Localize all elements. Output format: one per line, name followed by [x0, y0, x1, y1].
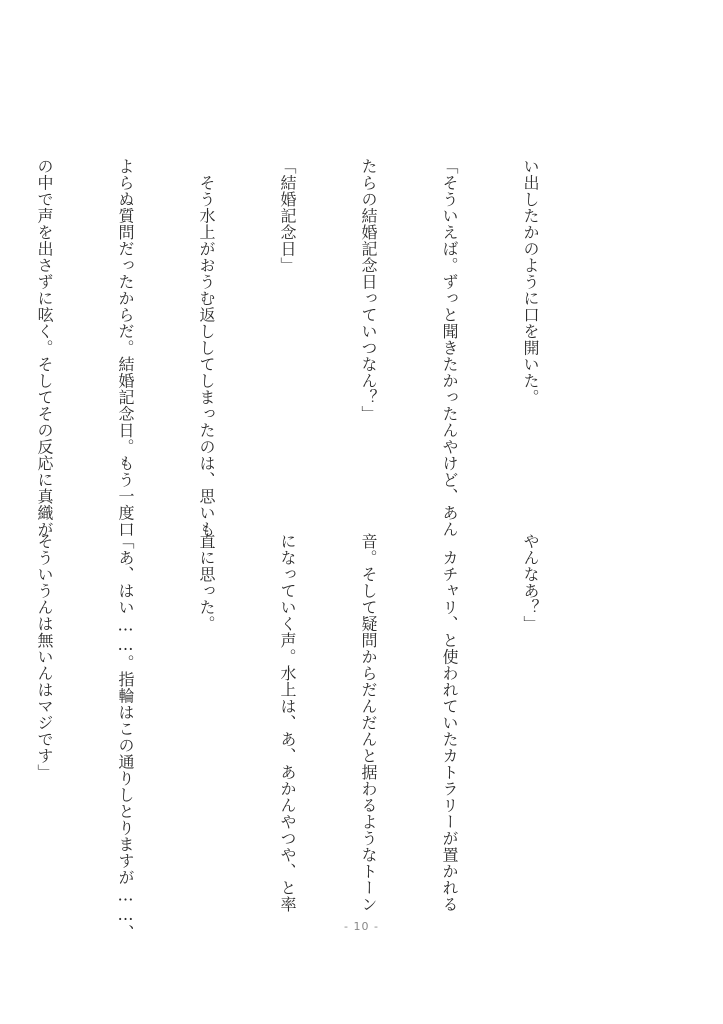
text-line: 直に思った。: [197, 533, 216, 632]
text-line: カチャリ、と使われていたカトラリーが置かれる: [440, 533, 459, 913]
text-line: やんなあ？」: [521, 533, 540, 632]
text-line: そう水上がおうむ返ししてしまったのは、思いも: [197, 158, 216, 538]
upper-text-block: [0, 158, 598, 538]
text-line: い出したかのように口を開いた。: [521, 158, 540, 406]
text-line: たらの結婚記念日っていつなん？」: [359, 158, 378, 422]
text-line: そういうんは無いんはマジです」: [35, 533, 54, 781]
page-number: - 10 -: [344, 920, 379, 933]
text-line: の中で声を出さずに呟く。そしてその反応に真織が: [35, 158, 54, 538]
text-line: 「そういえば。ずっと聞きたかったんやけど、あん: [440, 158, 459, 538]
text-line: 「あ、はい……。指輪はこの通りしとりますが……、: [116, 533, 135, 941]
text-line: 「結婚記念日」: [278, 158, 297, 274]
text-line: 音。そして疑問からだんだんと据わるようなトーン: [359, 533, 378, 913]
text-line: になっていく声。水上は、あ、あかんやつや、と率: [278, 533, 297, 913]
text-line: よらぬ質問だったからだ。結婚記念日。もう一度口: [116, 158, 135, 538]
